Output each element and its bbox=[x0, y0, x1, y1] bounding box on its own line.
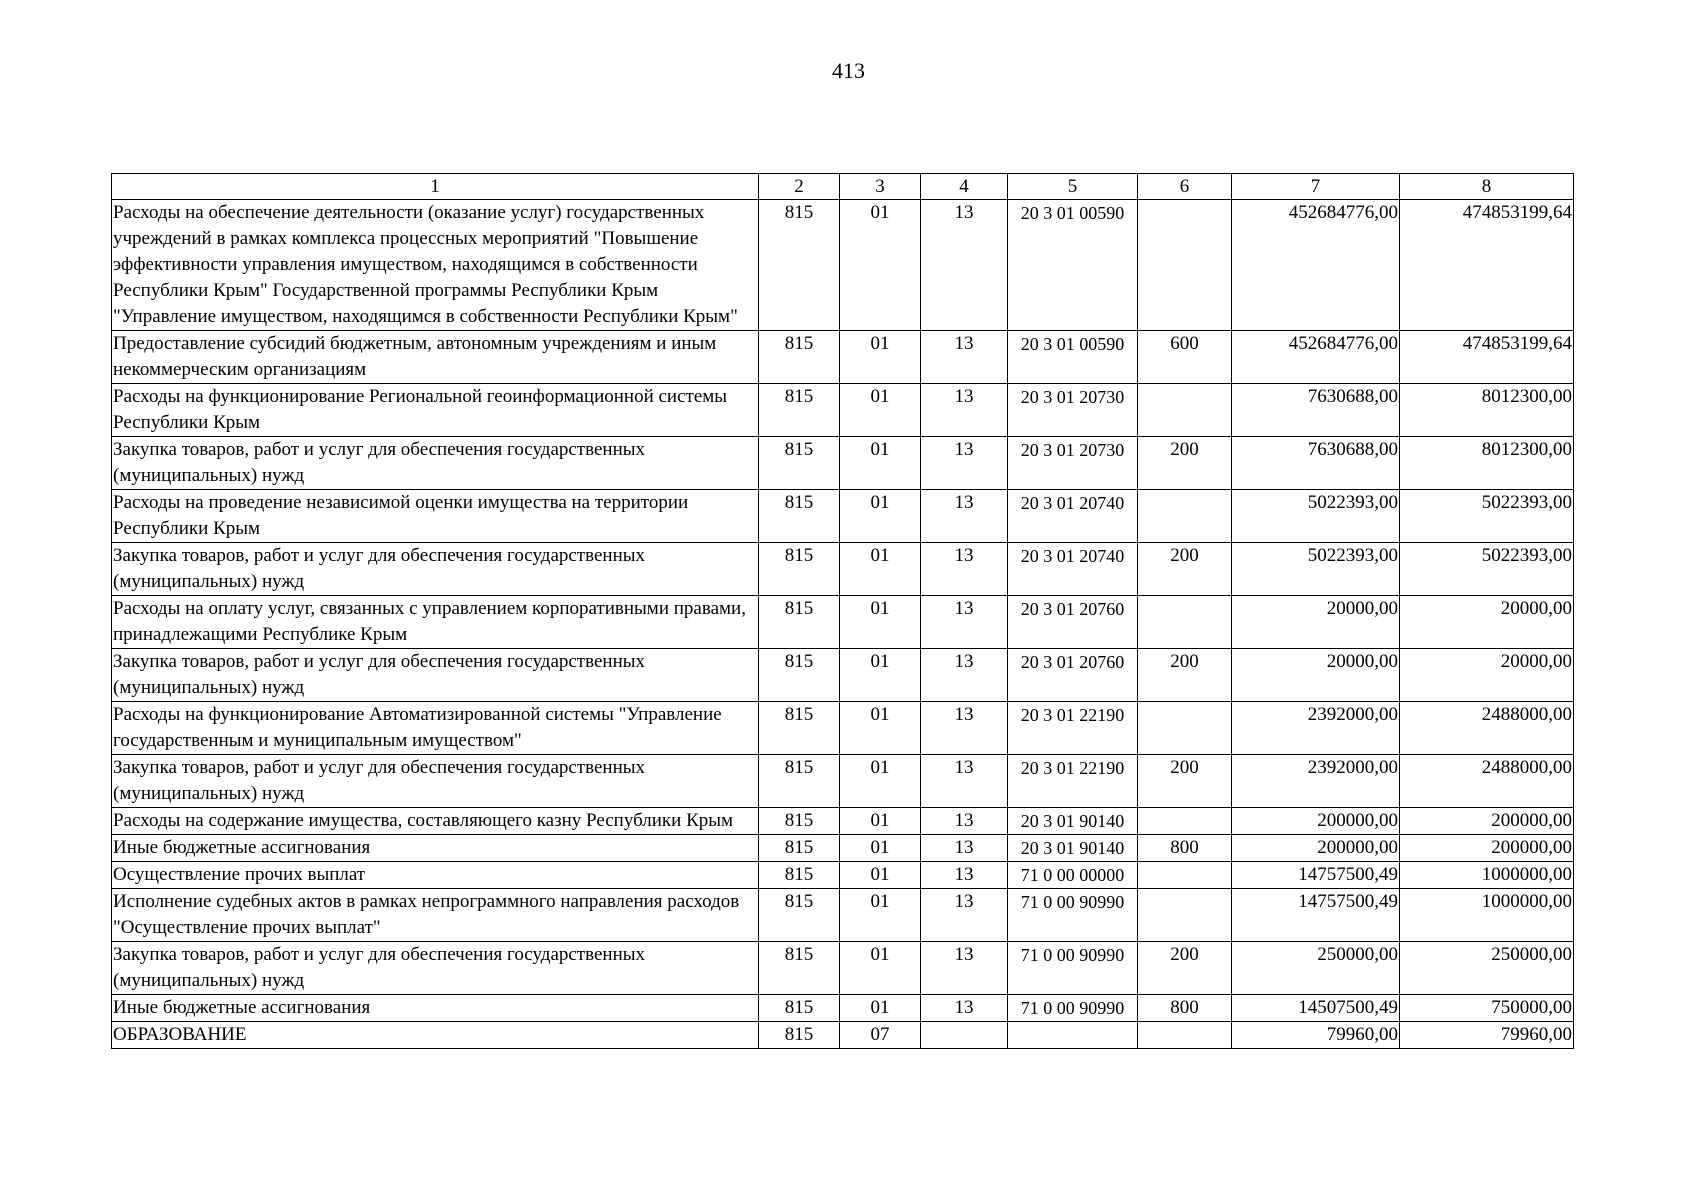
column-header: 1 bbox=[112, 174, 759, 200]
row-amount-year1: 20000,00 bbox=[1232, 596, 1400, 649]
row-section-code: 01 bbox=[840, 200, 921, 331]
row-description: Расходы на оплату услуг, связанных с управлением корпоративными правами, принадлежащими Республике Крым bbox=[112, 596, 759, 649]
row-subsection-code: 13 bbox=[921, 200, 1008, 331]
column-header: 5 bbox=[1008, 174, 1138, 200]
row-target-code bbox=[1008, 1022, 1138, 1049]
row-subsection-code: 13 bbox=[921, 755, 1008, 808]
row-subsection-code: 13 bbox=[921, 808, 1008, 835]
row-amount-year1: 2392000,00 bbox=[1232, 755, 1400, 808]
row-description: Расходы на обеспечение деятельности (оказание услуг) государственных учреждений в рамках комплекса процессных мероприятий "Повышение эффективности управления имуществом, находящимся в собственности Республики Крым" Государственной программы Республики Крым "Управление имуществом, находящимся в собственности Республики Крым" bbox=[112, 200, 759, 331]
row-amount-year2: 5022393,00 bbox=[1400, 490, 1574, 543]
row-expense-type bbox=[1138, 200, 1232, 331]
row-section-code: 01 bbox=[840, 889, 921, 942]
row-subsection-code: 13 bbox=[921, 649, 1008, 702]
budget-table bbox=[111, 173, 1574, 1049]
row-amount-year1: 5022393,00 bbox=[1232, 543, 1400, 596]
row-amount-year2: 750000,00 bbox=[1400, 995, 1574, 1022]
row-amount-year2: 5022393,00 bbox=[1400, 543, 1574, 596]
row-amount-year1: 200000,00 bbox=[1232, 835, 1400, 862]
row-subsection-code: 13 bbox=[921, 889, 1008, 942]
row-expense-type: 800 bbox=[1138, 835, 1232, 862]
row-section-code: 01 bbox=[840, 596, 921, 649]
row-ministry-code: 815 bbox=[759, 808, 840, 835]
row-ministry-code: 815 bbox=[759, 702, 840, 755]
row-amount-year1: 14757500,49 bbox=[1232, 862, 1400, 889]
row-target-code: 20 3 01 00590 bbox=[1008, 331, 1138, 384]
row-description: Расходы на содержание имущества, составляющего казну Республики Крым bbox=[112, 808, 759, 835]
row-subsection-code: 13 bbox=[921, 331, 1008, 384]
row-amount-year2: 8012300,00 bbox=[1400, 437, 1574, 490]
row-subsection-code: 13 bbox=[921, 490, 1008, 543]
row-section-code: 01 bbox=[840, 942, 921, 995]
row-amount-year2: 1000000,00 bbox=[1400, 862, 1574, 889]
row-target-code: 71 0 00 90990 bbox=[1008, 889, 1138, 942]
column-header: 8 bbox=[1400, 174, 1574, 200]
table-row bbox=[112, 835, 1574, 862]
table-row bbox=[112, 808, 1574, 835]
row-target-code: 71 0 00 90990 bbox=[1008, 942, 1138, 995]
header-row bbox=[112, 174, 1574, 200]
row-section-code: 01 bbox=[840, 331, 921, 384]
row-amount-year2: 250000,00 bbox=[1400, 942, 1574, 995]
row-section-code: 01 bbox=[840, 490, 921, 543]
table-row bbox=[112, 755, 1574, 808]
row-section-code: 01 bbox=[840, 649, 921, 702]
row-amount-year2: 1000000,00 bbox=[1400, 889, 1574, 942]
row-expense-type: 200 bbox=[1138, 543, 1232, 596]
table-row bbox=[112, 649, 1574, 702]
row-amount-year2: 20000,00 bbox=[1400, 596, 1574, 649]
column-header: 4 bbox=[921, 174, 1008, 200]
row-section-code: 01 bbox=[840, 702, 921, 755]
row-ministry-code: 815 bbox=[759, 490, 840, 543]
row-target-code: 20 3 01 00590 bbox=[1008, 200, 1138, 331]
row-description: Расходы на проведение независимой оценки имущества на территории Республики Крым bbox=[112, 490, 759, 543]
row-target-code: 71 0 00 90990 bbox=[1008, 995, 1138, 1022]
row-amount-year1: 79960,00 bbox=[1232, 1022, 1400, 1049]
row-description: Закупка товаров, работ и услуг для обеспечения государственных (муниципальных) нужд bbox=[112, 543, 759, 596]
row-amount-year1: 7630688,00 bbox=[1232, 437, 1400, 490]
row-target-code: 20 3 01 20760 bbox=[1008, 649, 1138, 702]
row-ministry-code: 815 bbox=[759, 862, 840, 889]
row-expense-type bbox=[1138, 889, 1232, 942]
table-row bbox=[112, 331, 1574, 384]
table-row bbox=[112, 437, 1574, 490]
row-amount-year1: 200000,00 bbox=[1232, 808, 1400, 835]
column-header: 7 bbox=[1232, 174, 1400, 200]
page-number: 413 bbox=[832, 58, 865, 83]
row-target-code: 20 3 01 90140 bbox=[1008, 835, 1138, 862]
row-description: Закупка товаров, работ и услуг для обеспечения государственных (муниципальных) нужд bbox=[112, 755, 759, 808]
row-section-code: 01 bbox=[840, 862, 921, 889]
row-amount-year1: 7630688,00 bbox=[1232, 384, 1400, 437]
table-row bbox=[112, 543, 1574, 596]
row-target-code: 20 3 01 20730 bbox=[1008, 437, 1138, 490]
row-target-code: 20 3 01 22190 bbox=[1008, 702, 1138, 755]
row-target-code: 20 3 01 90140 bbox=[1008, 808, 1138, 835]
row-subsection-code: 13 bbox=[921, 835, 1008, 862]
row-amount-year1: 20000,00 bbox=[1232, 649, 1400, 702]
row-subsection-code bbox=[921, 1022, 1008, 1049]
row-expense-type bbox=[1138, 384, 1232, 437]
row-description: Закупка товаров, работ и услуг для обеспечения государственных (муниципальных) нужд bbox=[112, 649, 759, 702]
row-amount-year1: 452684776,00 bbox=[1232, 200, 1400, 331]
row-amount-year1: 250000,00 bbox=[1232, 942, 1400, 995]
row-amount-year2: 2488000,00 bbox=[1400, 755, 1574, 808]
row-section-code: 01 bbox=[840, 835, 921, 862]
row-expense-type: 800 bbox=[1138, 995, 1232, 1022]
row-description: Расходы на функционирование Автоматизированной системы "Управление государственным и муниципальным имуществом" bbox=[112, 702, 759, 755]
row-section-code: 01 bbox=[840, 384, 921, 437]
row-amount-year2: 20000,00 bbox=[1400, 649, 1574, 702]
row-ministry-code: 815 bbox=[759, 200, 840, 331]
row-expense-type bbox=[1138, 862, 1232, 889]
row-subsection-code: 13 bbox=[921, 702, 1008, 755]
row-amount-year2: 2488000,00 bbox=[1400, 702, 1574, 755]
row-ministry-code: 815 bbox=[759, 889, 840, 942]
row-ministry-code: 815 bbox=[759, 942, 840, 995]
row-expense-type: 200 bbox=[1138, 649, 1232, 702]
table-row bbox=[112, 995, 1574, 1022]
column-header: 6 bbox=[1138, 174, 1232, 200]
row-amount-year2: 474853199,64 bbox=[1400, 200, 1574, 331]
row-expense-type: 600 bbox=[1138, 331, 1232, 384]
row-section-code: 01 bbox=[840, 543, 921, 596]
row-subsection-code: 13 bbox=[921, 384, 1008, 437]
row-description: Закупка товаров, работ и услуг для обеспечения государственных (муниципальных) нужд bbox=[112, 437, 759, 490]
row-subsection-code: 13 bbox=[921, 995, 1008, 1022]
row-section-code: 07 bbox=[840, 1022, 921, 1049]
table-row bbox=[112, 702, 1574, 755]
row-description: Закупка товаров, работ и услуг для обеспечения государственных (муниципальных) нужд bbox=[112, 942, 759, 995]
row-ministry-code: 815 bbox=[759, 596, 840, 649]
table-row bbox=[112, 596, 1574, 649]
row-expense-type bbox=[1138, 808, 1232, 835]
row-target-code: 20 3 01 20740 bbox=[1008, 543, 1138, 596]
row-subsection-code: 13 bbox=[921, 862, 1008, 889]
row-amount-year2: 200000,00 bbox=[1400, 808, 1574, 835]
row-ministry-code: 815 bbox=[759, 835, 840, 862]
row-description: Предоставление субсидий бюджетным, автономным учреждениям и иным некоммерческим организациям bbox=[112, 331, 759, 384]
table-row bbox=[112, 862, 1574, 889]
row-description: Исполнение судебных актов в рамках непрограммного направления расходов "Осуществление прочих выплат" bbox=[112, 889, 759, 942]
row-expense-type bbox=[1138, 1022, 1232, 1049]
row-description: Расходы на функционирование Региональной геоинформационной системы Республики Крым bbox=[112, 384, 759, 437]
row-expense-type: 200 bbox=[1138, 437, 1232, 490]
row-ministry-code: 815 bbox=[759, 543, 840, 596]
table-row bbox=[112, 889, 1574, 942]
column-header: 3 bbox=[840, 174, 921, 200]
row-section-code: 01 bbox=[840, 808, 921, 835]
row-amount-year1: 14507500,49 bbox=[1232, 995, 1400, 1022]
row-expense-type bbox=[1138, 702, 1232, 755]
row-ministry-code: 815 bbox=[759, 995, 840, 1022]
table-row bbox=[112, 1022, 1574, 1049]
row-section-code: 01 bbox=[840, 437, 921, 490]
row-amount-year1: 2392000,00 bbox=[1232, 702, 1400, 755]
row-ministry-code: 815 bbox=[759, 331, 840, 384]
row-target-code: 20 3 01 22190 bbox=[1008, 755, 1138, 808]
column-header: 2 bbox=[759, 174, 840, 200]
table-row bbox=[112, 200, 1574, 331]
row-subsection-code: 13 bbox=[921, 942, 1008, 995]
row-ministry-code: 815 bbox=[759, 1022, 840, 1049]
row-amount-year1: 14757500,49 bbox=[1232, 889, 1400, 942]
row-description: Иные бюджетные ассигнования bbox=[112, 835, 759, 862]
row-expense-type bbox=[1138, 490, 1232, 543]
row-section-code: 01 bbox=[840, 995, 921, 1022]
row-target-code: 20 3 01 20730 bbox=[1008, 384, 1138, 437]
row-description: ОБРАЗОВАНИЕ bbox=[112, 1022, 759, 1049]
row-amount-year1: 452684776,00 bbox=[1232, 331, 1400, 384]
row-section-code: 01 bbox=[840, 755, 921, 808]
row-description: Иные бюджетные ассигнования bbox=[112, 995, 759, 1022]
row-target-code: 20 3 01 20740 bbox=[1008, 490, 1138, 543]
row-amount-year2: 8012300,00 bbox=[1400, 384, 1574, 437]
row-ministry-code: 815 bbox=[759, 649, 840, 702]
row-ministry-code: 815 bbox=[759, 437, 840, 490]
table-row bbox=[112, 490, 1574, 543]
row-subsection-code: 13 bbox=[921, 543, 1008, 596]
row-target-code: 20 3 01 20760 bbox=[1008, 596, 1138, 649]
row-target-code: 71 0 00 00000 bbox=[1008, 862, 1138, 889]
row-amount-year1: 5022393,00 bbox=[1232, 490, 1400, 543]
row-description: Осуществление прочих выплат bbox=[112, 862, 759, 889]
row-expense-type: 200 bbox=[1138, 942, 1232, 995]
row-subsection-code: 13 bbox=[921, 596, 1008, 649]
row-ministry-code: 815 bbox=[759, 755, 840, 808]
table-row bbox=[112, 384, 1574, 437]
row-subsection-code: 13 bbox=[921, 437, 1008, 490]
table-row bbox=[112, 942, 1574, 995]
row-amount-year2: 79960,00 bbox=[1400, 1022, 1574, 1049]
row-amount-year2: 200000,00 bbox=[1400, 835, 1574, 862]
row-amount-year2: 474853199,64 bbox=[1400, 331, 1574, 384]
row-ministry-code: 815 bbox=[759, 384, 840, 437]
row-expense-type bbox=[1138, 596, 1232, 649]
row-expense-type: 200 bbox=[1138, 755, 1232, 808]
